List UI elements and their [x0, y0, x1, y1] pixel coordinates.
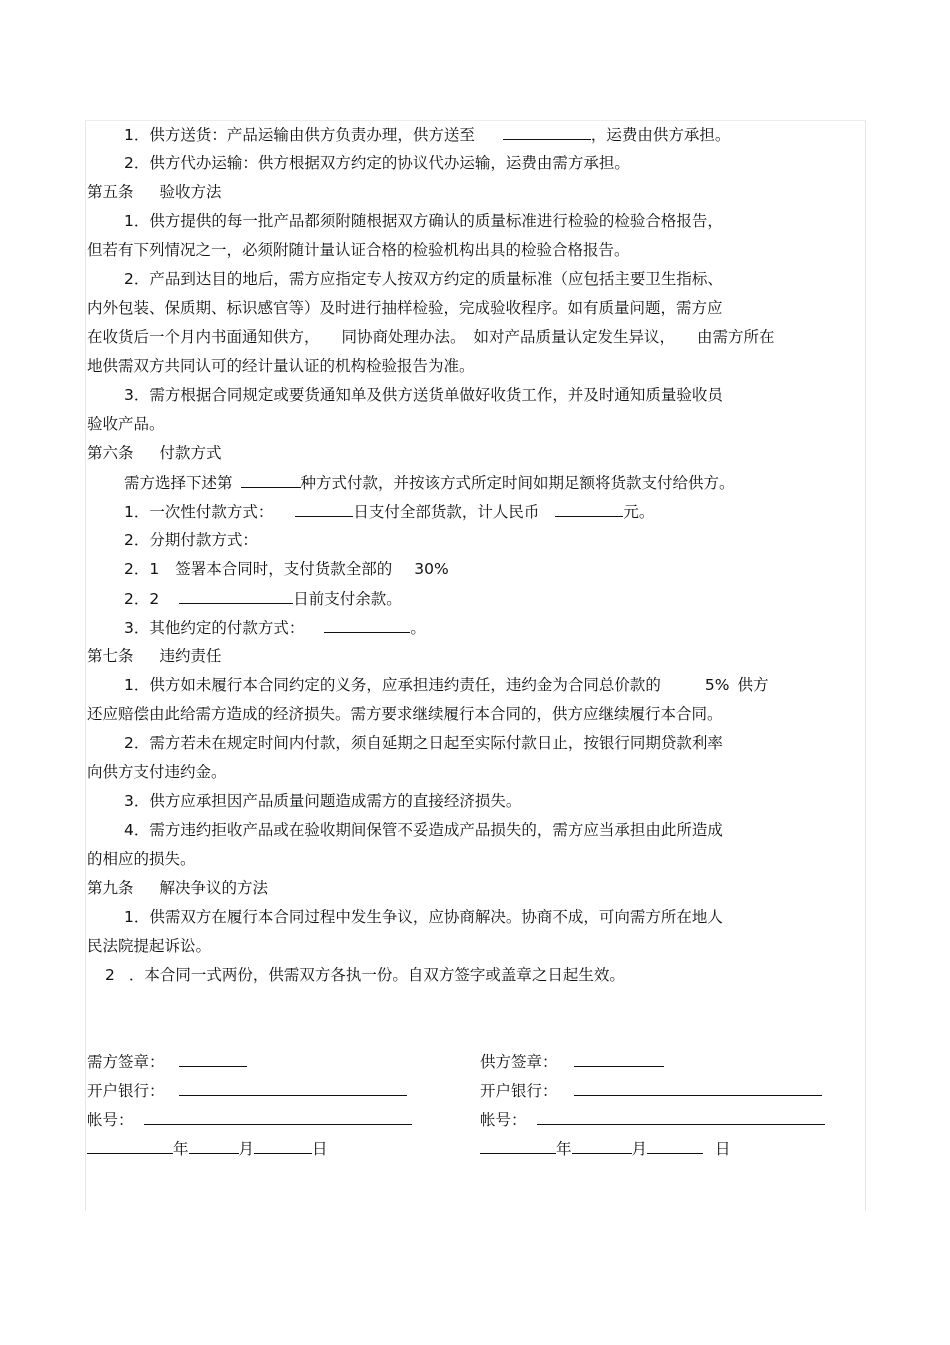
seller-account-blank[interactable]	[537, 1109, 825, 1125]
seller-account-row	[480, 1109, 825, 1130]
seller-year-label: 年	[556, 1140, 572, 1158]
article-9-number: 第九条	[87, 879, 134, 897]
article-5-title: 验收方法	[159, 183, 222, 201]
art6-item2-1	[124, 559, 449, 579]
buyer-account-label: 帐号：	[87, 1111, 134, 1129]
article-5-heading	[87, 182, 222, 202]
buyer-date-row	[87, 1138, 328, 1159]
buyer-seal-blank[interactable]	[179, 1051, 247, 1067]
art7-p2-line1: 2．需方若未在规定时间内付款，须自延期之日起至实际付款日止，按银行同期贷款利率	[124, 734, 723, 752]
art5-p2-line2: 内外包装、保质期、标识感官等）及时进行抽样检验，完成验收程序。如有质量问题，需方应	[87, 299, 723, 317]
seller-seal-row	[480, 1051, 664, 1072]
art9-p1-line2: 民法院提起诉讼。	[87, 937, 212, 955]
delivery-1-text: 1．供方送货：产品运输由供方负责办理，供方送至	[124, 126, 475, 144]
art6-item1	[124, 501, 654, 522]
article-9-heading	[87, 878, 268, 898]
article-6-number: 第六条	[87, 444, 134, 462]
buyer-month-blank[interactable]	[189, 1138, 239, 1154]
art5-p2-line4: 地供需双方共同认可的经计量认证的机构检验报告为准。	[87, 357, 475, 375]
buyer-bank-row	[87, 1080, 407, 1101]
destination-blank[interactable]	[503, 124, 591, 140]
art6-item1-c: 元。	[623, 503, 655, 521]
article-5-number: 第五条	[87, 183, 134, 201]
seller-month-label: 月	[631, 1140, 648, 1158]
art6-intro-a: 需方选择下述第	[124, 474, 233, 492]
seller-date-row	[480, 1138, 731, 1159]
buyer-year-label: 年	[173, 1140, 189, 1158]
payment-option-blank[interactable]	[241, 472, 301, 488]
buyer-day-blank[interactable]	[254, 1138, 312, 1154]
seller-day-label: 日	[715, 1140, 731, 1158]
seller-bank-label: 开户银行：	[480, 1082, 558, 1100]
art6-item3	[124, 617, 426, 638]
art5-p3-line1: 3．需方根据合同规定或要货通知单及供方送货单做好收货工作，并及时通知质量验收员	[124, 386, 723, 404]
buyer-bank-blank[interactable]	[179, 1080, 407, 1096]
art7-p1-line2: 还应赔偿由此给需方造成的经济损失。需方要求继续履行本合同的，供方应继续履行本合同。	[87, 705, 723, 723]
article-7-number: 第七条	[87, 647, 134, 665]
buyer-seal-row	[87, 1051, 247, 1072]
art6-item2-2-num: 2．2	[124, 590, 160, 608]
art5-p2-line3-c: 如对产品质量认定发生异议，	[473, 328, 676, 346]
buyer-day-label: 日	[312, 1140, 328, 1158]
article-7-title: 违约责任	[159, 647, 222, 665]
seller-seal-label: 供方签章：	[480, 1053, 558, 1071]
art5-p1-line1: 1．供方提供的每一批产品都须附随根据双方确认的质量标准进行检验的检验合格报告，	[124, 212, 723, 230]
art6-item2-2-text: 日前支付余款。	[293, 590, 402, 608]
seller-bank-row	[480, 1080, 822, 1101]
art6-item1-b: 日支付全部货款，计人民币	[353, 503, 540, 521]
buyer-account-row	[87, 1109, 412, 1130]
art7-p4-line1: 4．需方违约拒收产品或在验收期间保管不妥造成产品损失的，需方应当承担由此所造成	[124, 821, 723, 839]
art6-item2-1-pct: 30%	[414, 560, 449, 578]
lump-sum-amount-blank[interactable]	[555, 501, 623, 517]
art6-item2-1-text: 签署本合同时，支付货款全部的	[175, 560, 393, 578]
article-7-heading	[87, 646, 222, 666]
article-6-title: 付款方式	[159, 444, 222, 462]
art6-item2-2	[124, 588, 402, 609]
art5-p2-line3-d: 由需方所在	[697, 328, 775, 346]
art9-p2-num: 2	[105, 966, 115, 984]
art9-p1-line1: 1．供需双方在履行本合同过程中发生争议，应协商解决。协商不成，可向需方所在地人	[124, 908, 723, 926]
seller-day-blank[interactable]	[647, 1138, 703, 1154]
seller-seal-blank[interactable]	[574, 1051, 664, 1067]
art5-p2-line3	[87, 327, 775, 347]
art7-p1-line1-pct: 5%	[704, 676, 730, 694]
article-6-heading	[87, 443, 222, 463]
art5-p1-line2: 但若有下列情况之一，必须附随计量认证合格的检验机构出具的检验合格报告。	[87, 241, 630, 259]
art7-p1-line1-a: 1．供方如未履行本合同约定的义务，应承担违约责任，违约金为合同总价款的	[124, 676, 661, 694]
art5-p2-line3-b: 同协商处理办法。	[341, 328, 466, 346]
art6-item3-a: 3．其他约定的付款方式：	[124, 619, 305, 637]
art9-p2	[105, 965, 625, 985]
art7-p1-line1	[124, 675, 768, 695]
art7-p3: 3．供方应承担因产品质量问题造成需方的直接经济损失。	[124, 792, 522, 810]
art7-p1-line1-c: 供方	[737, 676, 769, 694]
art6-item1-a: 1．一次性付款方式：	[124, 503, 274, 521]
art6-intro	[124, 472, 735, 493]
lump-sum-date-blank[interactable]	[295, 501, 353, 517]
delivery-clause-1	[124, 124, 730, 145]
art9-p2-text: ．本合同一式两份，供需双方各执一份。自双方签字或盖章之日起生效。	[128, 966, 625, 984]
art5-p2-line3-a: 在收货后一个月内书面通知供方，	[87, 328, 320, 346]
art5-p2-line1: 2．产品到达目的地后，需方应指定专人按双方约定的质量标准（应包括主要卫生指标、	[124, 270, 723, 288]
article-9-title: 解决争议的方法	[159, 879, 269, 897]
art7-p4-line2: 的相应的损失。	[87, 850, 196, 868]
art6-item3-b: 。	[410, 619, 426, 637]
buyer-month-label: 月	[238, 1140, 255, 1158]
art7-p2-line2: 向供方支付违约金。	[87, 763, 227, 781]
art6-item2-1-num: 2．1	[124, 560, 160, 578]
delivery-1-tail: ，运费由供方承担。	[590, 126, 731, 144]
balance-date-blank[interactable]	[179, 588, 293, 604]
art6-intro-b: 种方式付款，并按该方式所定时间如期足额将货款支付给供方。	[300, 474, 735, 492]
delivery-clause-2: 2．供方代办运输：供方根据双方约定的协议代办运输，运费由需方承担。	[124, 154, 630, 172]
other-payment-blank[interactable]	[324, 617, 410, 633]
seller-bank-blank[interactable]	[574, 1080, 822, 1096]
art5-p3-line2: 验收产品。	[87, 415, 165, 433]
art6-item2: 2．分期付款方式：	[124, 531, 258, 549]
buyer-seal-label: 需方签章：	[87, 1053, 165, 1071]
buyer-year-blank[interactable]	[87, 1138, 173, 1154]
seller-month-blank[interactable]	[572, 1138, 632, 1154]
buyer-bank-label: 开户银行：	[87, 1082, 165, 1100]
buyer-account-blank[interactable]	[144, 1109, 412, 1125]
seller-year-blank[interactable]	[480, 1138, 556, 1154]
seller-account-label: 帐号：	[480, 1111, 527, 1129]
